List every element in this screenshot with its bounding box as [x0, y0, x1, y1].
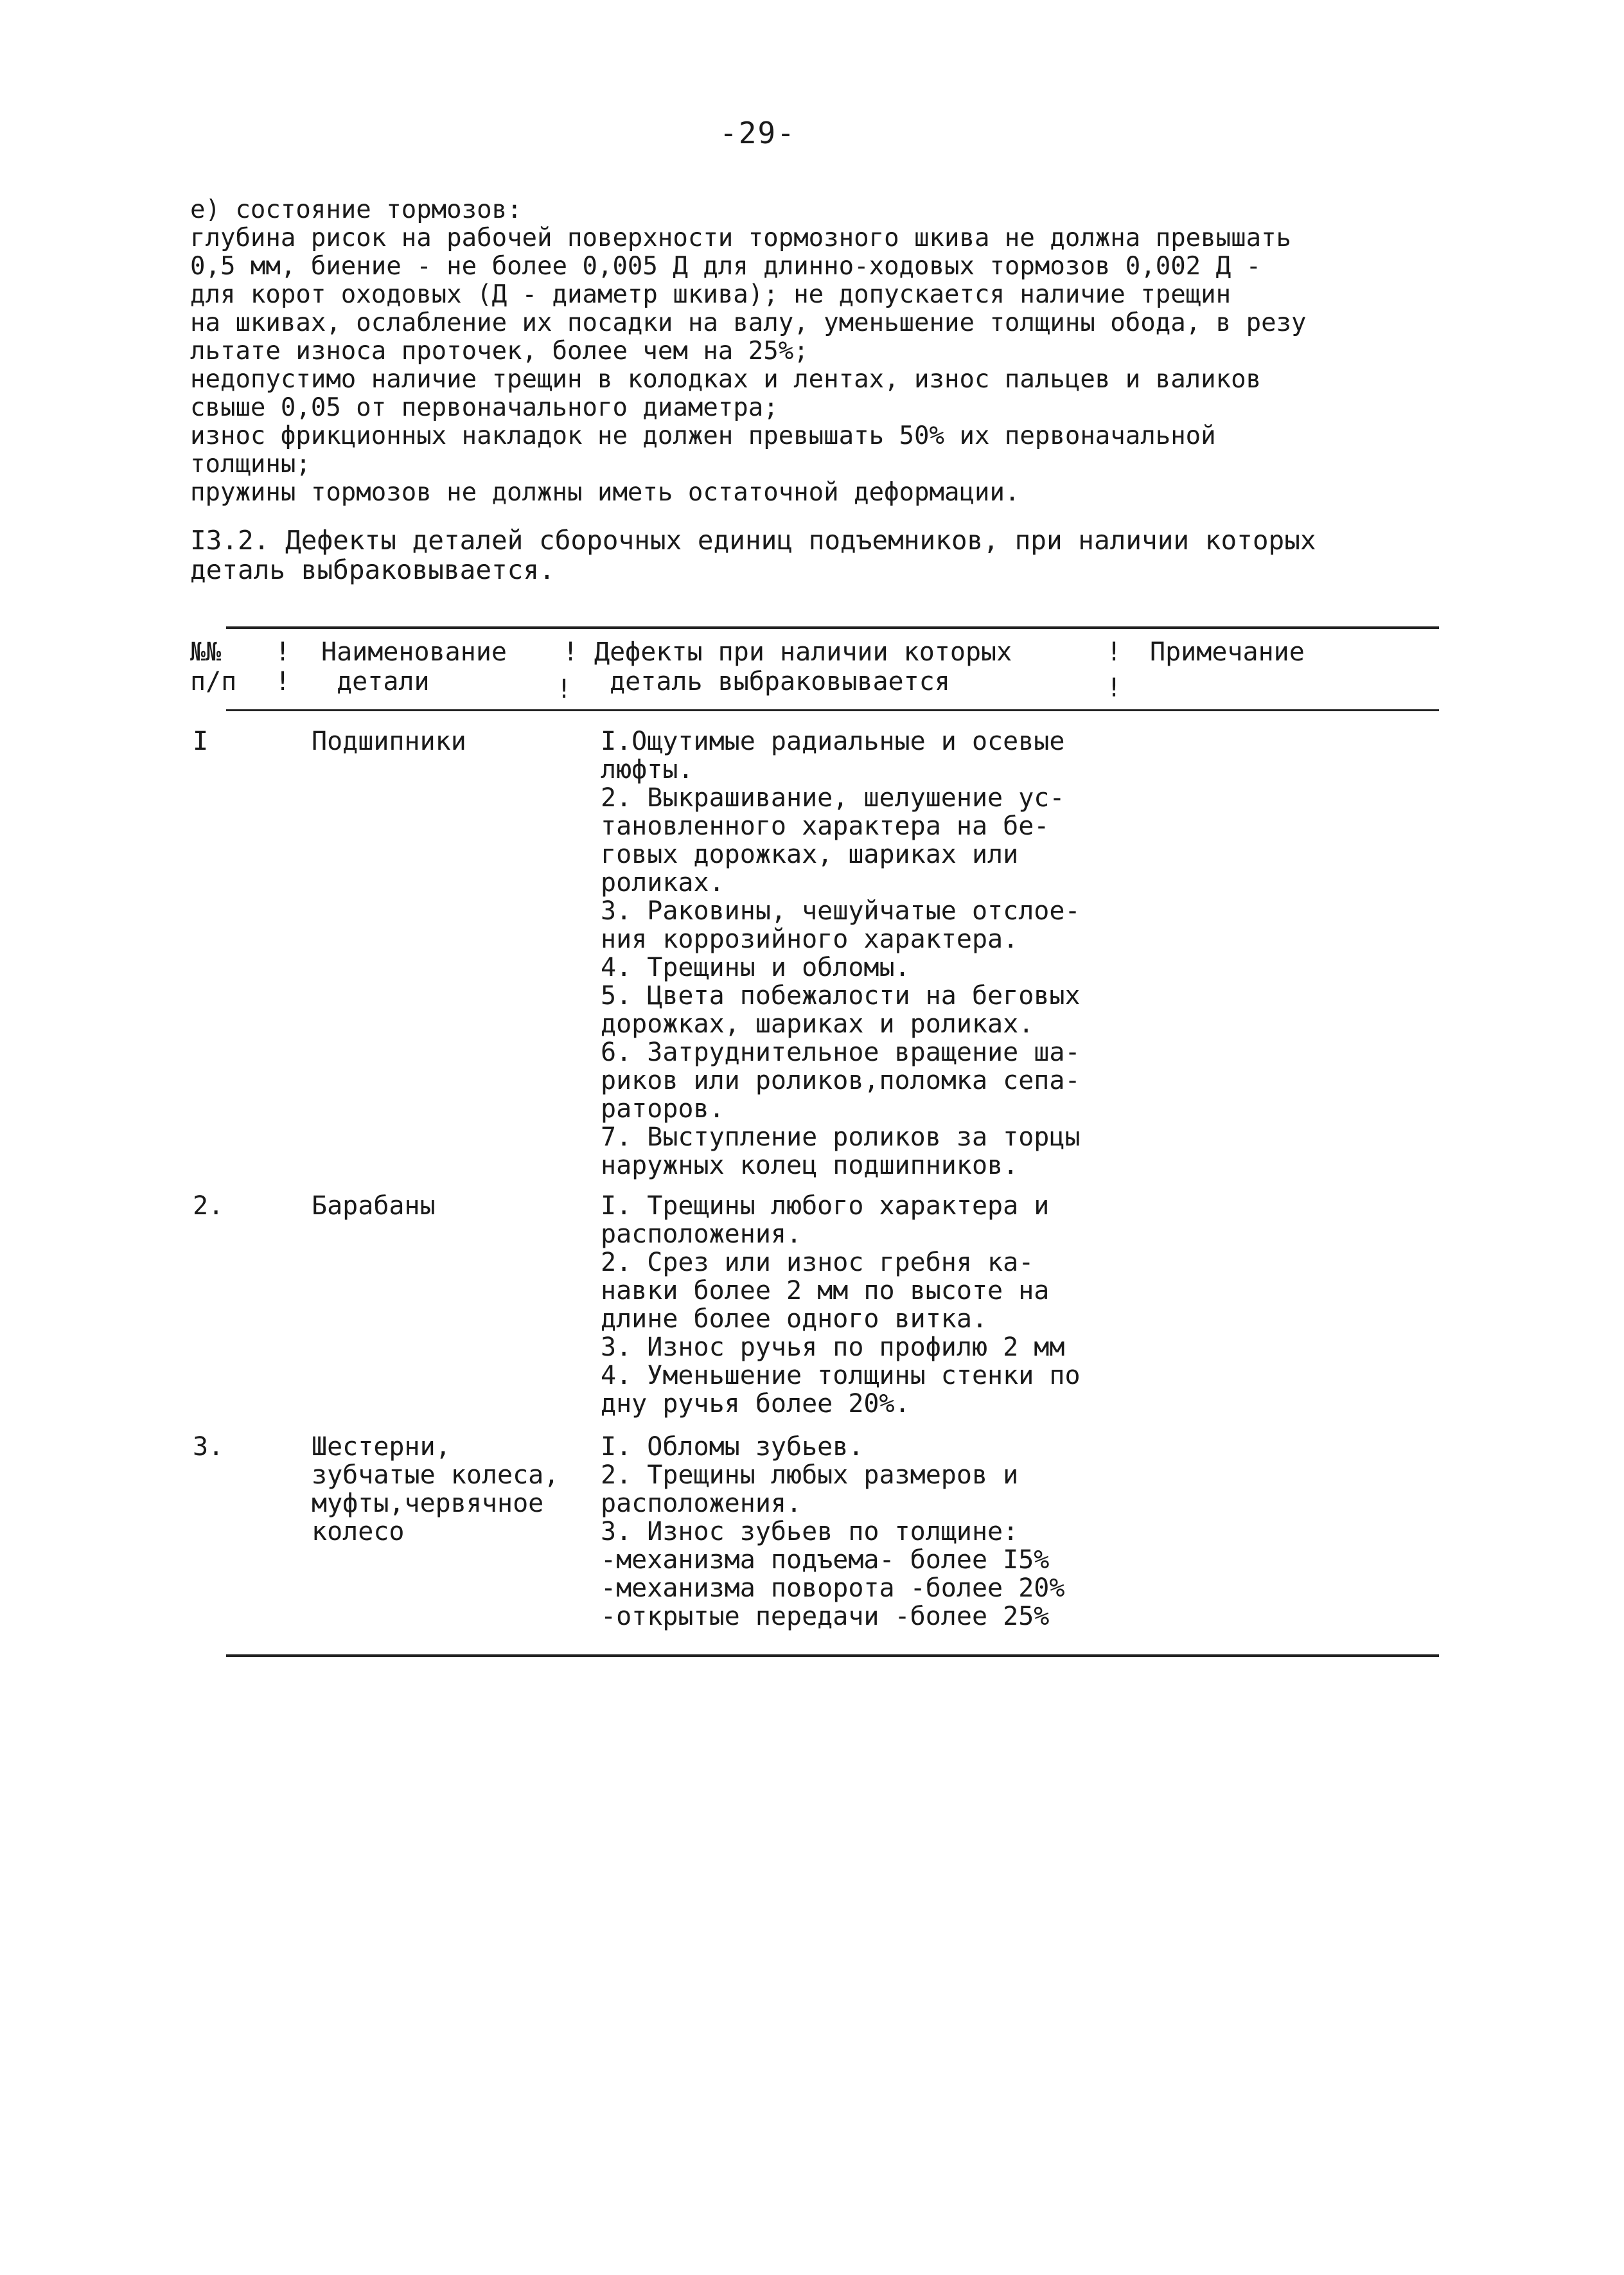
table-row-defects: I. Обломы зубьев. 2. Трещины любых размеров и расположения. 3. Износ зубьев по толщине: -механизма подъема- более I5% -механизма поворота -более 20% -открытые передачи -более 25% — [601, 1432, 1065, 1631]
table-row-num: I — [193, 727, 209, 756]
table-top-rule — [226, 626, 1439, 629]
table-row-name: Подшипники — [312, 727, 466, 756]
header-name: Наименование детали — [321, 637, 507, 696]
section-heading — [190, 526, 1475, 585]
brakes-condition-text — [190, 196, 1475, 507]
text-line: для корот оходовых (Д - диаметр шкива); не допускается наличие трещин — [190, 280, 1231, 309]
text-line: льтате износа проточек, более чем на 25%; — [190, 337, 809, 366]
text-line: глубина рисок на рабочей поверхности тормозного шкива не должна превышать — [190, 224, 1292, 252]
text-line: свыше 0,05 от первоначального диаметра; — [190, 393, 779, 422]
header-separator: ! — [1106, 637, 1122, 667]
header-separator: ! — [563, 637, 579, 667]
header-separator: ! — [275, 637, 291, 667]
heading-line: деталь выбраковывается. — [190, 554, 555, 585]
page-number: -29- — [719, 116, 796, 150]
header-num: №№ п/п — [190, 637, 237, 696]
text-line: на шкивах, ослабление их посадки на валу, уменьшение толщины обода, в резу — [190, 308, 1307, 337]
text-line: 0,5 мм, биение - не более 0,005 Д для длинно-ходовых тормозов 0,002 Д - — [190, 252, 1262, 281]
heading-line: I3.2. Дефекты деталей сборочных единиц подъемников, при наличии которых — [190, 525, 1316, 556]
table-row-name: Барабаны — [312, 1191, 436, 1221]
table-header-rule — [226, 709, 1439, 711]
table-bottom-rule — [226, 1654, 1439, 1657]
header-defects: Дефекты при наличии которых деталь выбраковывается — [594, 637, 1012, 696]
table-row-num: 3. — [193, 1432, 224, 1462]
text-line: толщины; — [190, 450, 311, 479]
header-separator: ! — [556, 675, 572, 704]
header-separator: ! — [1106, 673, 1122, 703]
text-line: недопустимо наличие трещин в колодках и лентах, износ пальцев и валиков — [190, 365, 1262, 394]
text-line: пружины тормозов не должны иметь остаточной деформации. — [190, 478, 1020, 507]
table-row-num: 2. — [193, 1191, 224, 1221]
table-row-defects: I.Ощутимые радиальные и осевые люфты. 2. Выкрашивание, шелушение ус- тановленного характера на бе- говых дорожках, шариках или роликах. 3. Раковины, чешуйчатые отслое- ния коррозийного характера. 4. Трещины и обломы. 5. Цвета побежалости на беговых дорожках, шариках и роликах. 6. Затруднительное вращение ша- риков или роликов,поломка сепа- раторов. 7. Выступление роликов за торцы наружных колец подшипников. — [601, 727, 1081, 1180]
table-row-defects: I. Трещины любого характера и расположения. 2. Срез или износ гребня ка- навки более 2 мм по высоте на длине более одного витка. 3. Износ ручья по профилю 2 мм 4. Уменьшение толщины стенки по дну ручья более 20%. — [601, 1191, 1081, 1419]
table-row-name: Шестерни, зубчатые колеса, муфты,червячное колесо — [312, 1432, 560, 1546]
header-separator: ! — [275, 667, 291, 696]
text-line: е) состояние тормозов: — [190, 195, 522, 224]
header-note: Примечание — [1150, 637, 1305, 667]
text-line: износ фрикционных накладок не должен превышать 50% их первоначальной — [190, 421, 1216, 450]
